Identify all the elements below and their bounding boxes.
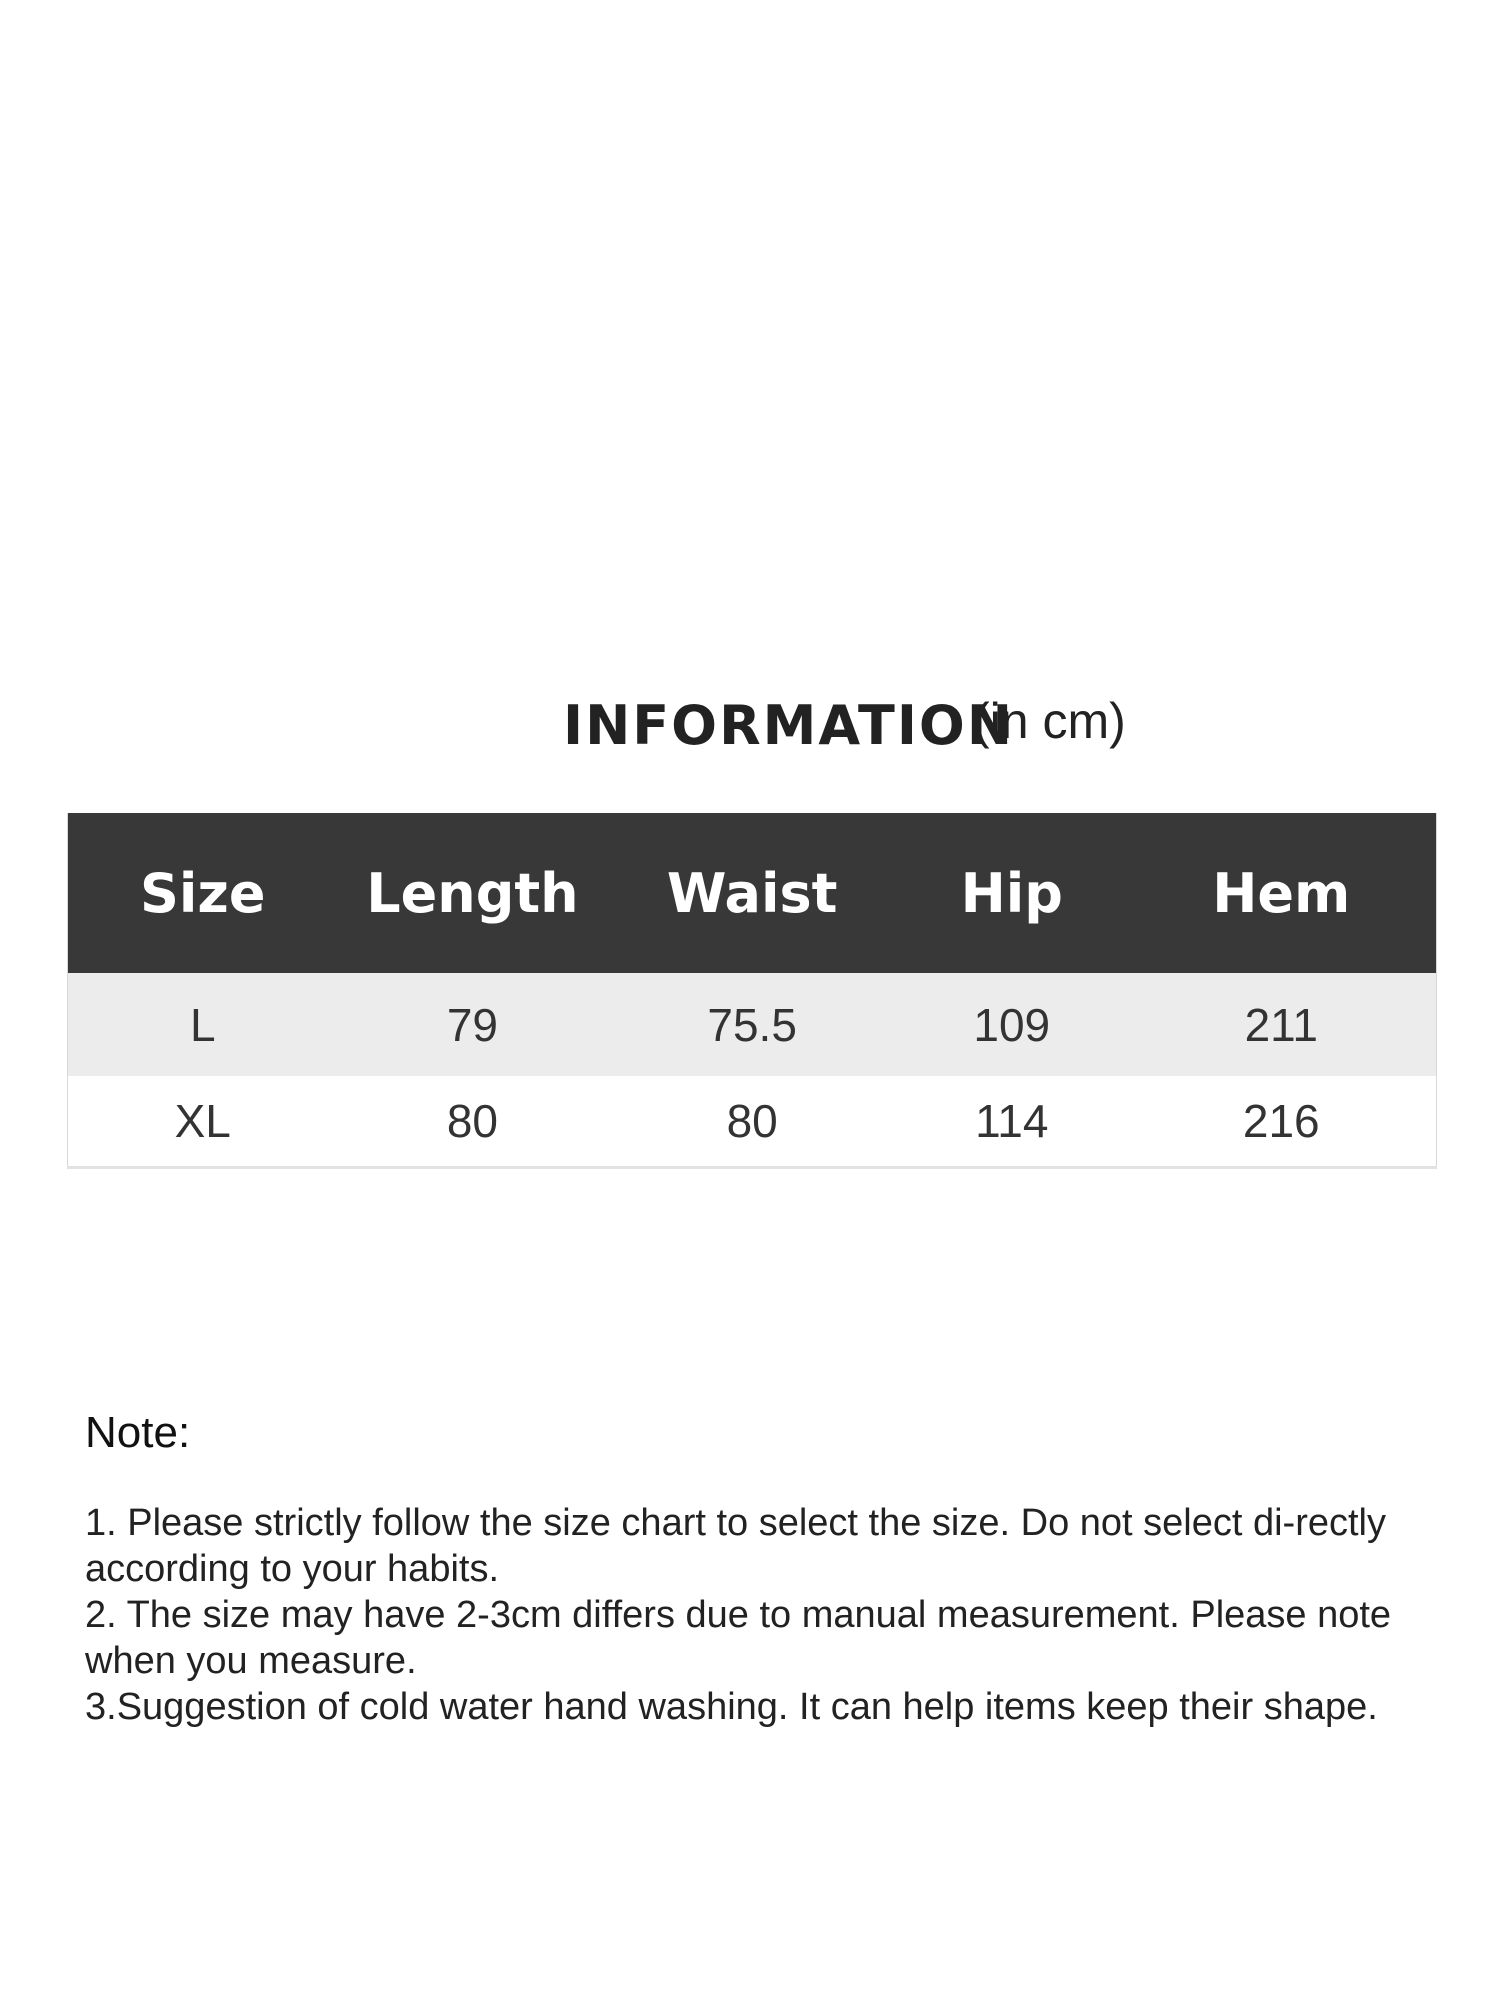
- table-header-row: [68, 813, 1437, 973]
- cell-hem: 211: [1127, 973, 1437, 1076]
- size-chart-table: [67, 813, 1437, 1169]
- note-item: 1. Please strictly follow the size chart to select the size. Do not select di-rectly according to your habits.: [85, 1502, 1386, 1590]
- unit-label: (in cm): [973, 693, 1126, 749]
- column-header-size: Size: [68, 813, 338, 973]
- note-item: 2. The size may have 2-3cm differs due to manual measurement. Please note when you measure.: [85, 1594, 1392, 1682]
- column-header-hip: Hip: [897, 813, 1127, 973]
- title-row: [0, 690, 1500, 760]
- table-row: [68, 1076, 1437, 1168]
- column-header-waist: Waist: [607, 813, 897, 973]
- cell-hem: 216: [1127, 1076, 1437, 1168]
- cell-length: 80: [338, 1076, 608, 1168]
- cell-size: L: [68, 973, 338, 1076]
- page-title: INFORMATION: [563, 694, 1015, 757]
- cell-waist: 80: [607, 1076, 897, 1168]
- cell-length: 79: [338, 973, 608, 1076]
- notes-list: [85, 1500, 1425, 1730]
- note-heading: Note:: [85, 1408, 191, 1457]
- cell-waist: 75.5: [607, 973, 897, 1076]
- cell-hip: 109: [897, 973, 1127, 1076]
- cell-size: XL: [68, 1076, 338, 1168]
- column-header-hem: Hem: [1127, 813, 1437, 973]
- cell-hip: 114: [897, 1076, 1127, 1168]
- table-row: [68, 973, 1437, 1076]
- column-header-length: Length: [338, 813, 608, 973]
- note-item: 3.Suggestion of cold water hand washing. It can help items keep their shape.: [85, 1686, 1378, 1728]
